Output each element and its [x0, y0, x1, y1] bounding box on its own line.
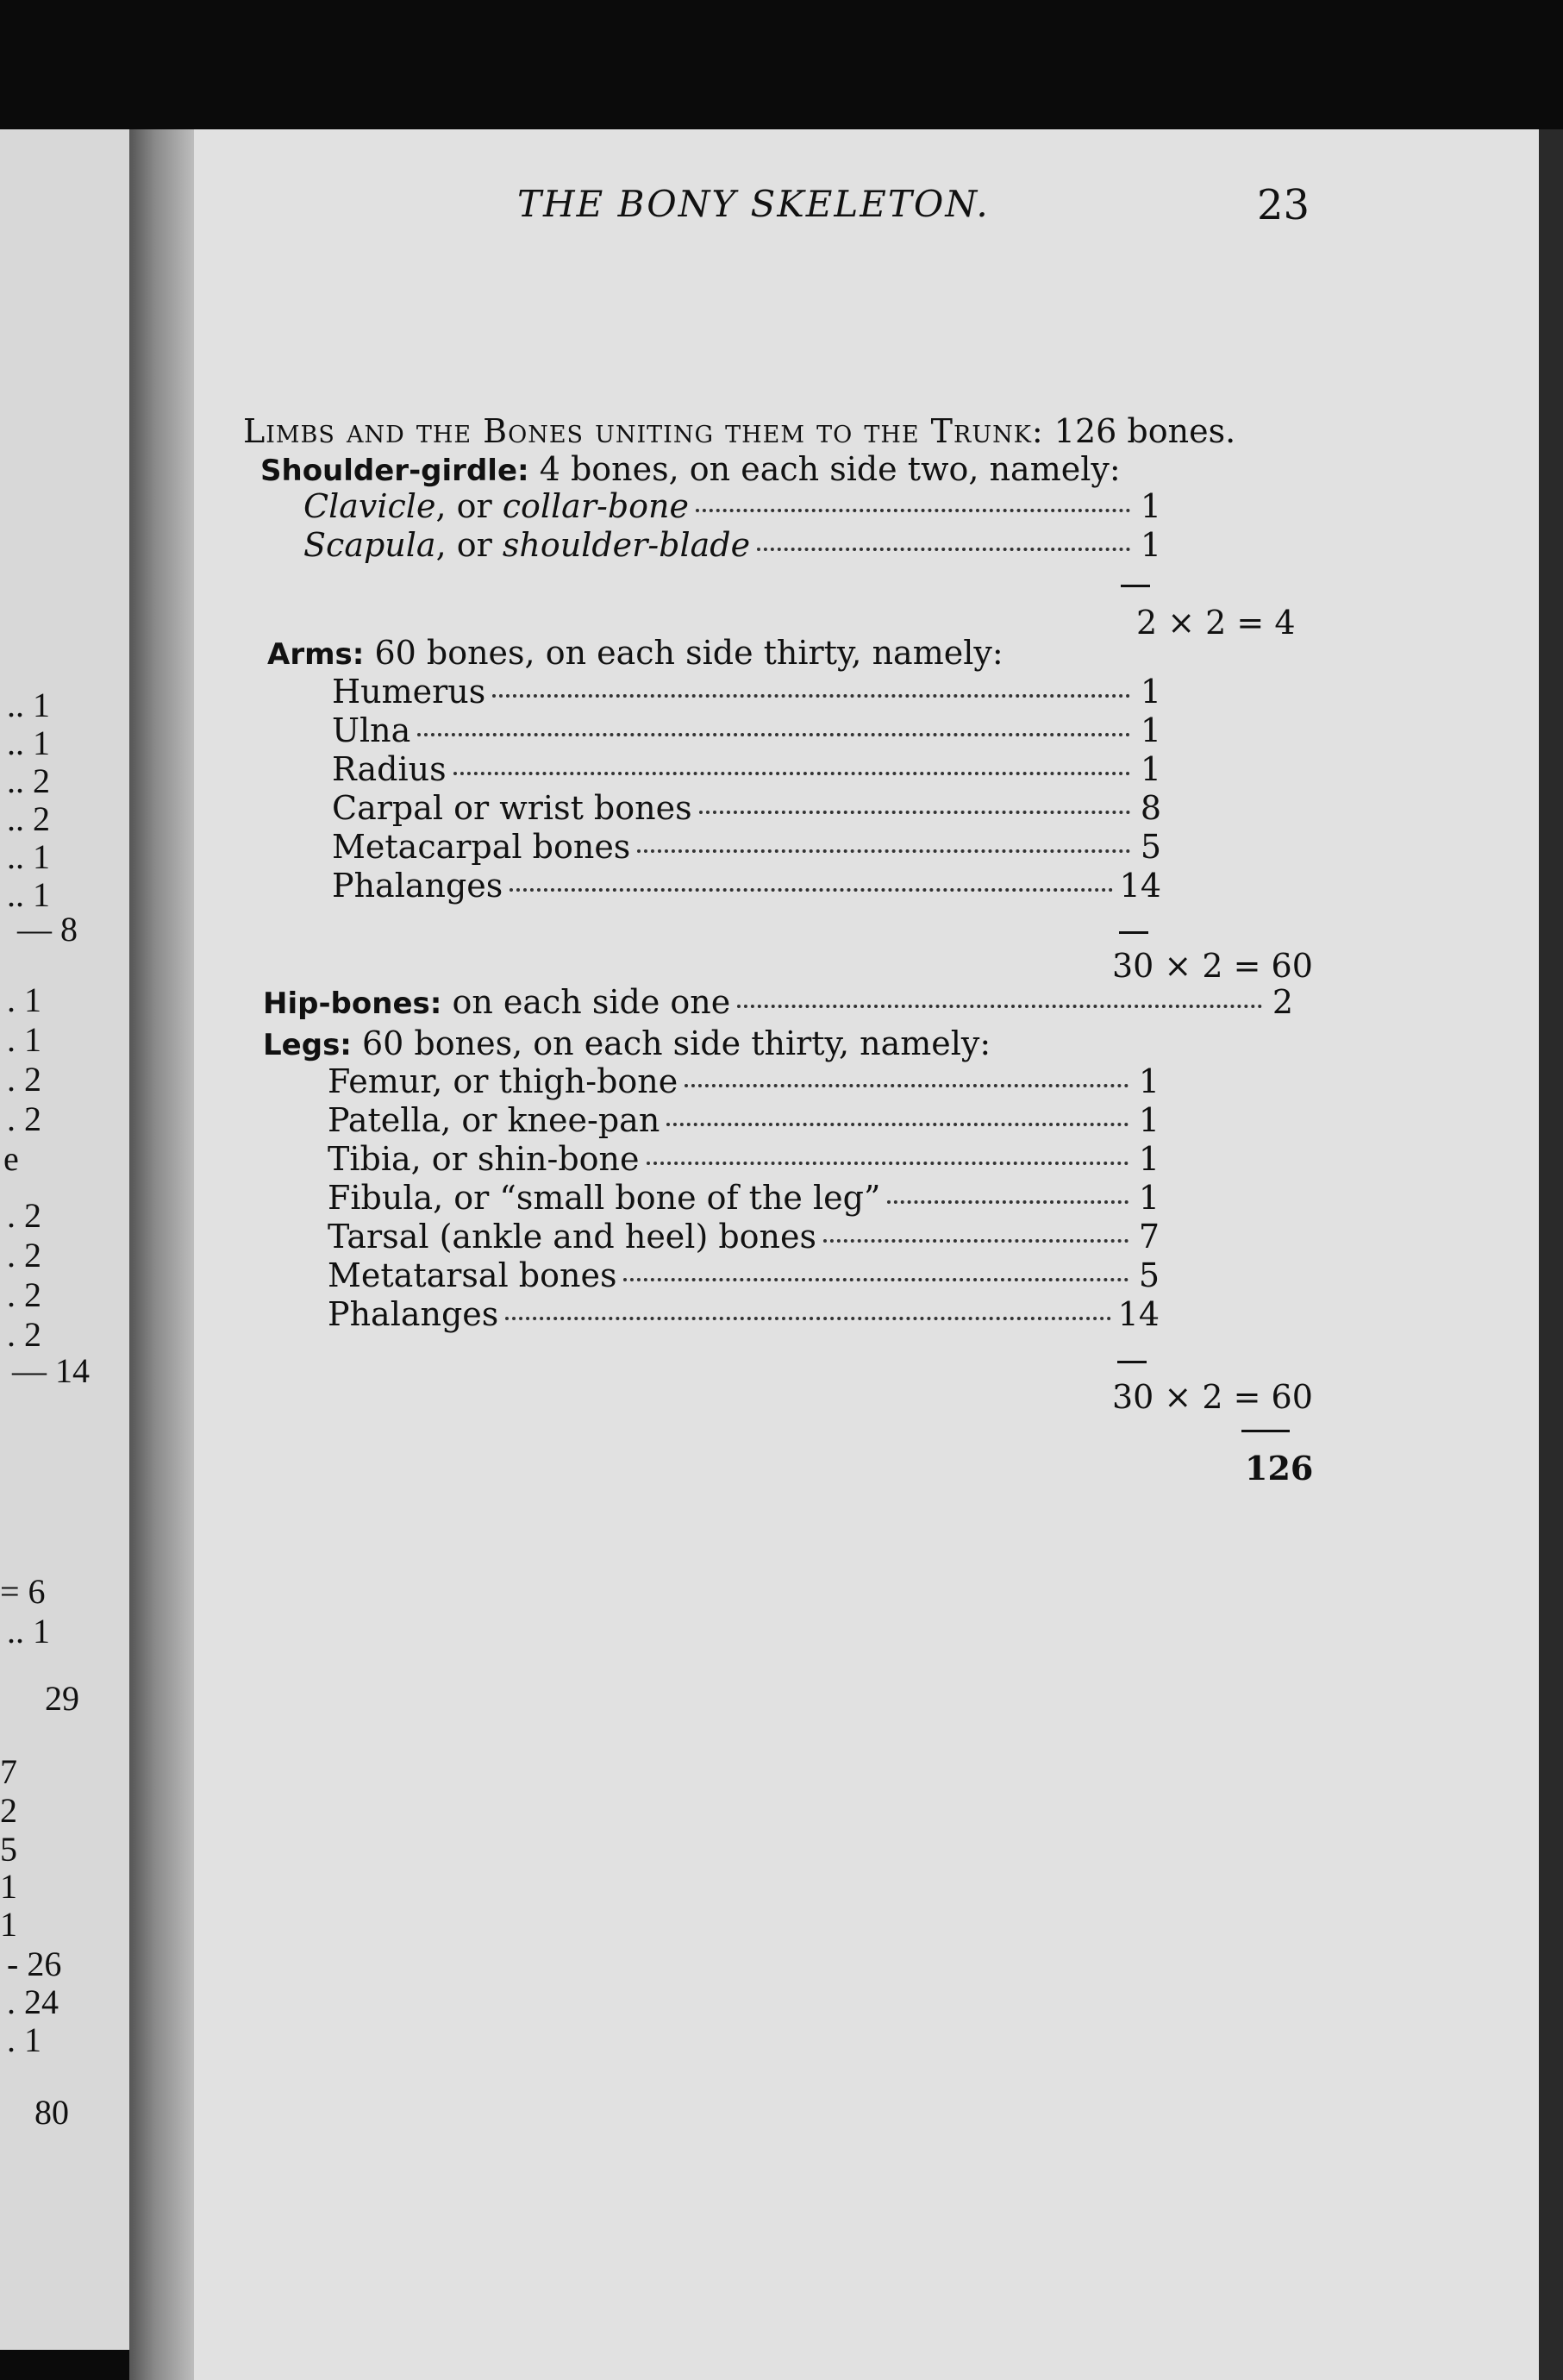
- legs-title: Legs:: [263, 1028, 352, 1062]
- bone-name: Metatarsal bones: [328, 1256, 617, 1294]
- left-count: .. 1: [7, 1612, 50, 1650]
- legs-heading: [263, 1024, 991, 1062]
- hip-bones-title: Hip-bones:: [263, 986, 442, 1021]
- list-item: [328, 1140, 1160, 1178]
- bone-name: Scapula: [303, 526, 436, 564]
- left-count: .. 1: [7, 875, 50, 914]
- left-count: . 1: [7, 2020, 41, 2059]
- bone-count: 1: [1138, 1101, 1160, 1139]
- total-rule: [1241, 1430, 1290, 1432]
- bone-name: Femur, or thigh-bone: [328, 1062, 678, 1100]
- shoulder-girdle-desc: 4 bones, on each side two, namely:: [539, 450, 1121, 488]
- left-count: .. 1: [7, 723, 50, 762]
- hip-bones-desc: on each side one: [452, 983, 731, 1021]
- left-count: .. 1: [7, 837, 50, 876]
- list-item: Clavicle, or collar-bone 1: [303, 487, 1161, 525]
- bone-count: 14: [1117, 1295, 1160, 1333]
- bone-name: Clavicle: [303, 487, 436, 525]
- list-item: [332, 828, 1161, 866]
- list-item: [328, 1062, 1160, 1100]
- subtotal-rule: [1117, 1361, 1147, 1363]
- bone-name: Fibula, or “small bone of the leg”: [328, 1179, 881, 1217]
- legs-subtotal: 30 × 2 = 60: [1112, 1378, 1313, 1416]
- bone-count: 1: [1140, 673, 1161, 711]
- left-count: . 2: [7, 1236, 41, 1275]
- left-count: .. 1: [7, 686, 50, 724]
- legs-desc: 60 bones, on each side thirty, namely:: [362, 1024, 991, 1062]
- arms-desc: 60 bones, on each side thirty, namely:: [374, 634, 1003, 672]
- bone-alt-name: shoulder-blade: [502, 526, 751, 564]
- bone-count: 5: [1138, 1256, 1160, 1294]
- left-count: . 2: [7, 1315, 41, 1354]
- hip-bones-count: 2: [1272, 983, 1293, 1021]
- bone-name: Ulna: [332, 711, 411, 749]
- running-title: THE BONY SKELETON.: [517, 183, 990, 225]
- arms-title: Arms:: [267, 637, 365, 672]
- shoulder-girdle-title: Shoulder-girdle:: [260, 454, 529, 488]
- bone-alt-name: collar-bone: [502, 487, 690, 525]
- list-item: [332, 750, 1161, 788]
- bone-count: 8: [1140, 789, 1161, 827]
- section-heading-text: Limbs and the Bones uniting them to the Trunk:: [243, 412, 1044, 450]
- left-count: .. 2: [7, 761, 50, 800]
- bone-count: 1: [1140, 711, 1161, 749]
- bone-count: 1: [1140, 487, 1161, 525]
- left-count: .. 2: [7, 799, 50, 838]
- arms-subtotal: 30 × 2 = 60: [1112, 947, 1313, 985]
- left-count: - 26: [7, 1945, 62, 1983]
- section-heading-total: 126 bones.: [1053, 412, 1236, 450]
- left-letter: e: [3, 1139, 19, 1178]
- left-count: . 2: [7, 1275, 41, 1314]
- bone-name: Tarsal (ankle and heel) bones: [328, 1218, 817, 1256]
- left-count: 7: [0, 1752, 17, 1791]
- bone-count: 1: [1140, 526, 1161, 564]
- hip-bones-row: [263, 983, 1293, 1021]
- bone-name: Tibia, or shin-bone: [328, 1140, 640, 1178]
- left-count: . 1: [7, 1020, 41, 1059]
- list-item: [328, 1101, 1160, 1139]
- left-count: 2: [0, 1791, 17, 1830]
- list-item: [332, 673, 1161, 711]
- left-count: . 24: [7, 1982, 59, 2021]
- list-item: [332, 789, 1161, 827]
- list-item: Scapula, or shoulder-blade 1: [303, 526, 1161, 564]
- bone-count: 14: [1119, 867, 1161, 905]
- bone-name: Patella, or knee-pan: [328, 1101, 660, 1139]
- shoulder-girdle-heading: [260, 450, 1121, 488]
- bone-name: Metacarpal bones: [332, 828, 631, 866]
- list-item: [332, 867, 1161, 905]
- page-edge: [1539, 129, 1563, 2380]
- bone-name: Radius: [332, 750, 447, 788]
- list-item: [328, 1256, 1160, 1294]
- bone-count: 5: [1140, 828, 1161, 866]
- bone-name: Humerus: [332, 673, 486, 711]
- shoulder-girdle-subtotal: 2 × 2 = 4: [1136, 604, 1296, 642]
- list-item: [328, 1179, 1160, 1217]
- left-total: 80: [34, 2093, 69, 2132]
- bone-name: Phalanges: [328, 1295, 499, 1333]
- left-total: 29: [45, 1679, 79, 1718]
- list-item: [328, 1218, 1160, 1256]
- subtotal-rule: [1121, 585, 1150, 587]
- section-heading: [243, 412, 1235, 450]
- left-count: 1: [0, 1905, 17, 1944]
- book-spine: [129, 129, 194, 2380]
- left-total: — 8: [17, 910, 78, 949]
- arms-heading: [267, 634, 1003, 672]
- left-count: . 1: [7, 980, 41, 1019]
- grand-total: 126: [1245, 1449, 1314, 1488]
- left-eq: = 6: [0, 1572, 46, 1611]
- left-count: . 2: [7, 1060, 41, 1099]
- page-number: 23: [1257, 181, 1310, 229]
- list-item: [332, 711, 1161, 749]
- bone-name: Carpal or wrist bones: [332, 789, 692, 827]
- subtotal-rule: [1119, 931, 1148, 934]
- left-count: 1: [0, 1867, 17, 1906]
- left-count: . 2: [7, 1099, 41, 1138]
- bone-count: 1: [1140, 750, 1161, 788]
- bone-count: 7: [1138, 1218, 1160, 1256]
- bone-count: 1: [1138, 1062, 1160, 1100]
- list-item: [328, 1295, 1160, 1333]
- left-count: 5: [0, 1830, 17, 1869]
- left-total: — 14: [12, 1351, 90, 1390]
- bone-count: 1: [1138, 1140, 1160, 1178]
- bone-name: Phalanges: [332, 867, 503, 905]
- bone-count: 1: [1138, 1179, 1160, 1217]
- left-count: . 2: [7, 1196, 41, 1235]
